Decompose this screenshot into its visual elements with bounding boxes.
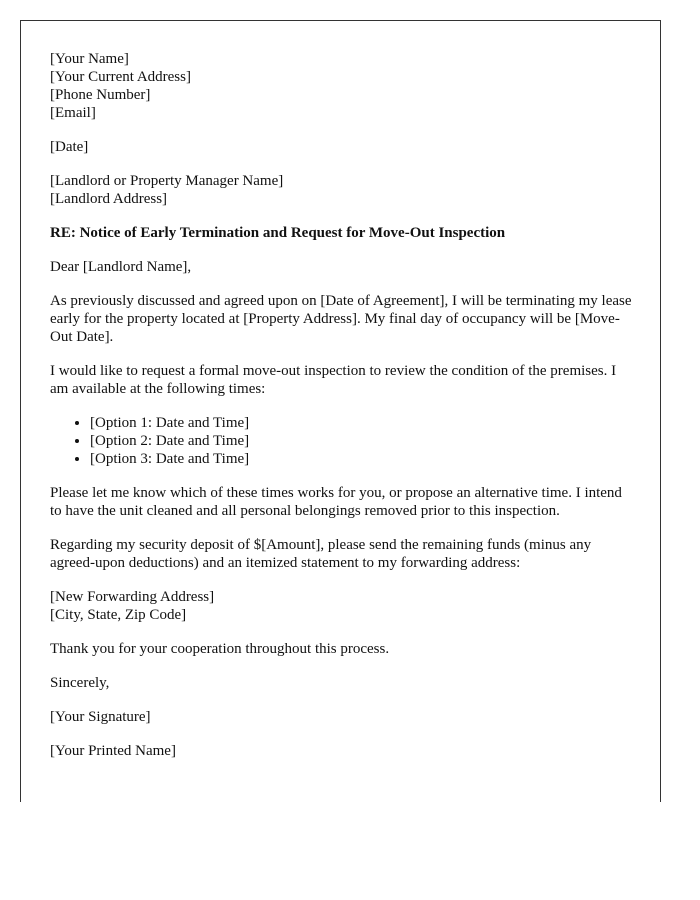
list-item: • [Option 1: Date and Time] xyxy=(90,414,635,432)
signature: [Your Signature] xyxy=(50,709,151,725)
list-item: • [Option 3: Date and Time] xyxy=(90,450,635,468)
forwarding-city-state-zip: [City, State, Zip Code] xyxy=(50,607,187,623)
forwarding-address: [New Forwarding Address] xyxy=(50,589,215,605)
intro-paragraph: As previously discussed and agreed upon on [Date of Agreement], I will be terminating my lease early for the property located at [Property Address]. My final day of occupancy will be [Move-Out Date]. xyxy=(50,293,632,345)
availability-options-list xyxy=(50,414,635,468)
letter-date: [Date] xyxy=(50,139,89,155)
sender-address: [Your Current Address] xyxy=(50,69,191,85)
recipient-name: [Landlord or Property Manager Name] xyxy=(50,173,284,189)
sender-name: [Your Name] xyxy=(50,51,129,67)
recipient-block xyxy=(50,172,635,208)
sender-email: [Email] xyxy=(50,105,96,121)
thanks-paragraph: Thank you for your cooperation throughout this process. xyxy=(50,641,390,657)
list-item: • [Option 2: Date and Time] xyxy=(90,432,635,450)
salutation: Dear [Landlord Name], xyxy=(50,259,192,275)
recipient-address: [Landlord Address] xyxy=(50,191,168,207)
confirmation-paragraph: Please let me know which of these times works for you, or propose an alternative time. I intend to have the unit cleaned and all personal belongings removed prior to this inspection. xyxy=(50,485,622,519)
sender-phone: [Phone Number] xyxy=(50,87,151,103)
letter-page xyxy=(20,20,661,802)
forwarding-address-block xyxy=(50,588,635,624)
letter-body xyxy=(50,50,635,776)
deposit-paragraph: Regarding my security deposit of $[Amount], please send the remaining funds (minus any agreed-upon deductions) and an itemized statement to my forwarding address: xyxy=(50,537,592,571)
date-block xyxy=(50,138,635,156)
printed-name: [Your Printed Name] xyxy=(50,743,176,759)
sender-block xyxy=(50,50,635,122)
closing: Sincerely, xyxy=(50,675,110,691)
subject-line: RE: Notice of Early Termination and Request for Move-Out Inspection xyxy=(50,225,506,241)
inspection-request-paragraph: I would like to request a formal move-out inspection to review the condition of the premises. I am available at the following times: xyxy=(50,363,617,397)
